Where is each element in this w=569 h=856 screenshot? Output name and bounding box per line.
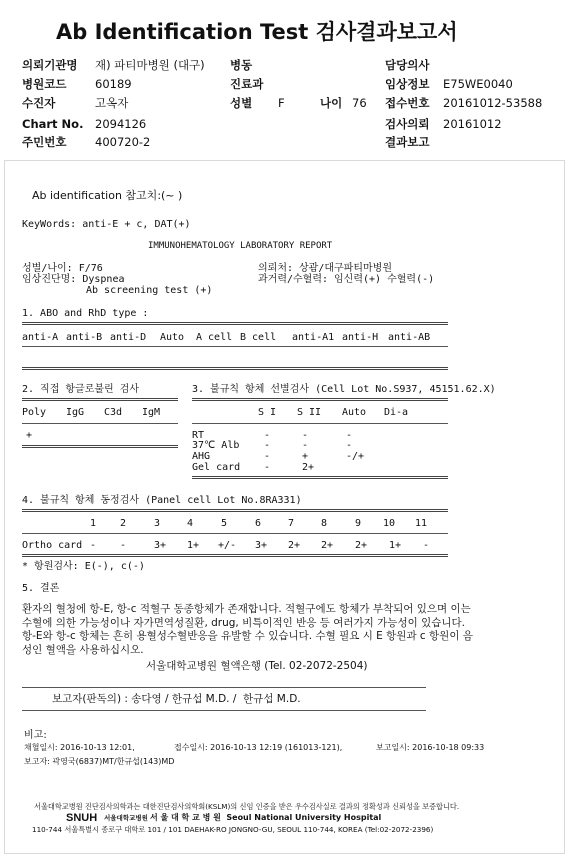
- physician-label: 담당의사: [385, 58, 430, 72]
- sec4-cell: 2+: [355, 540, 368, 551]
- age-value: 76: [352, 96, 367, 110]
- remarks-label: 비고:: [24, 730, 47, 741]
- sec3-cell: +: [302, 451, 309, 462]
- keywords: KeyWords: anti-E + c, DAT(+): [22, 219, 191, 230]
- sec3-row-label: Gel card: [192, 462, 241, 473]
- hospital-code-label: 병원코드: [22, 77, 67, 91]
- sec4-col-header: 7: [288, 518, 295, 529]
- address: 110-744 서울특별시 종로구 대학로 101 / 101 DAEHAK-RO JONGNO-GU, SEOUL 110-744, KOREA (Tel:02-2072-2396): [32, 825, 434, 834]
- sec1-header: A cell: [196, 332, 233, 343]
- sec3-cell: -: [264, 430, 271, 441]
- dept-label: 진료과: [230, 77, 264, 91]
- clinical-info-value: E75WE0040: [443, 77, 513, 91]
- divider: [22, 398, 178, 401]
- sex-value: F: [278, 96, 285, 110]
- sec2-header: IgM: [142, 407, 161, 418]
- sec1-header: B cell: [240, 332, 277, 343]
- sec4-cell: +/-: [218, 540, 237, 551]
- sec3-cell: -: [264, 451, 271, 462]
- sec3-cell: -: [302, 440, 309, 451]
- reference-title: Ab identification 참고치:(~ ): [32, 189, 183, 202]
- chart-no-label: Chart No.: [22, 117, 84, 131]
- sec4-cell: 1+: [187, 540, 200, 551]
- divider: [192, 476, 448, 479]
- sec3-header: Di-a: [384, 407, 409, 418]
- sec4-col-header: 6: [255, 518, 262, 529]
- sec3-header: S I: [258, 407, 277, 418]
- request-date-value: 20161012: [443, 117, 502, 131]
- sec2-header: C3d: [104, 407, 123, 418]
- sec4-row-label: Ortho card: [22, 540, 83, 551]
- sec3-row-label: RT: [192, 430, 205, 441]
- divider: [22, 533, 448, 534]
- request-date-label: 검사의뢰: [385, 117, 430, 131]
- sec1-header: anti-D: [110, 332, 147, 343]
- age-label: 나이: [320, 96, 343, 110]
- sex-label: 성별: [230, 96, 253, 110]
- divider: [22, 322, 448, 325]
- sec3-row-label: 37℃ Alb: [192, 440, 240, 451]
- divider: [22, 687, 426, 688]
- certification: 서울대학교병원 진단검사의학과는 대한진단검사의학회(KSLM)의 신임 인증을 받은 우수검사실로 결과의 정확성과 신뢰성을 보증합니다.: [34, 802, 460, 811]
- divider: [192, 423, 448, 424]
- requester-value: 재) 파티마병원 (대구): [95, 58, 205, 72]
- sec3-cell: -/+: [346, 451, 365, 462]
- hospital-code-value: 60189: [95, 77, 132, 91]
- section2-title: 2. 직접 항글로불린 검사: [22, 384, 140, 395]
- section4-title: 4. 불규칙 항체 동정검사 (Panel cell Lot No.8RA331): [22, 495, 302, 506]
- id-label: 주민번호: [22, 135, 67, 149]
- sec3-header: Auto: [342, 407, 367, 418]
- sec4-cell: 3+: [255, 540, 268, 551]
- hospital-logo: SNUH: [66, 812, 98, 824]
- reporter: 보고자(판독의) : 송다영 / 한규섭 M.D. / 한규섭 M.D.: [52, 693, 301, 705]
- conclusion-text: 환자의 혈청에 항-E, 항-c 적혈구 동종항체가 존재합니다. 적혈구에도 항체가 부착되어 있으며 이는 수혈에 의한 가능성이나 자가면역성질환, drug, 비특이적인 반응 등 여러가지 가능성이 있습니다. 항-E와 항-c 항체는 흔히 용혈성수혈반응을 유발할 수 있습니다. 수혈 필요 시 E 항원과 c 항원이 음성인 혈액을 사용하십시오.: [22, 603, 473, 656]
- sec4-cell: -: [423, 540, 430, 551]
- divider: [22, 554, 448, 557]
- divider: [22, 346, 448, 347]
- ward-label: 병동: [230, 58, 253, 72]
- divider: [22, 445, 178, 448]
- sec4-col-header: 8: [321, 518, 328, 529]
- sec3-cell: -: [302, 430, 309, 441]
- sec1-header: anti-A: [22, 332, 59, 343]
- divider: [22, 367, 448, 370]
- page-title: Ab Identification Test 검사결과보고서: [56, 20, 458, 44]
- sec4-col-header: 1: [90, 518, 97, 529]
- diagnosis: 임상진단명: Dyspnea: [22, 274, 125, 285]
- sec3-cell: -: [264, 440, 271, 451]
- sec3-cell: -: [264, 462, 271, 473]
- sec4-cell: 1+: [389, 540, 402, 551]
- sec4-col-header: 4: [187, 518, 194, 529]
- sec4-cell: -: [120, 540, 127, 551]
- sec1-header: Auto: [160, 332, 185, 343]
- received-time: 접수일시: 2016-10-13 12:19 (161013-121),: [174, 743, 343, 752]
- sec1-header: anti-A1: [292, 332, 335, 343]
- hospital-name: 서 울 대 학 교 병 원 Seoul National University Hospital: [150, 813, 382, 822]
- divider: [192, 398, 448, 401]
- sec2-header: IgG: [66, 407, 85, 418]
- sec1-header: anti-B: [66, 332, 103, 343]
- lab-title: IMMUNOHEMATOLOGY LABORATORY REPORT: [148, 241, 333, 251]
- sec2-value: +: [26, 430, 33, 441]
- sec4-col-header: 11: [415, 518, 428, 529]
- result-report-label: 결과보고: [385, 135, 430, 149]
- blood-bank: 서울대학교병원 혈액은행 (Tel. 02-2072-2504): [146, 660, 368, 672]
- reporters: 보고자: 곽영국(6837)MT/한규섭(143)MD: [24, 757, 175, 766]
- sec4-cell: -: [90, 540, 97, 551]
- screening: Ab screening test (+): [86, 285, 213, 296]
- sec4-col-header: 2: [120, 518, 127, 529]
- chart-no-value: 2094126: [95, 117, 147, 131]
- sec4-col-header: 10: [383, 518, 396, 529]
- divider: [22, 423, 178, 424]
- antigen-test: * 항원검사: E(-), c(-): [22, 561, 145, 572]
- collected-time: 채혈일시: 2016-10-13 12:01,: [24, 743, 135, 752]
- divider: [22, 710, 426, 711]
- sec4-cell: 2+: [321, 540, 334, 551]
- hospital-logo-sub: 서울대학교병원: [104, 814, 148, 822]
- section5-title: 5. 결론: [22, 583, 60, 594]
- recipient-label: 수진자: [22, 96, 56, 110]
- history: 과거력/수혈력: 임신력(+) 수혈력(-): [258, 274, 435, 285]
- section3-title: 3. 불규칙 항체 선별검사 (Cell Lot No.S937, 45151.62.X): [192, 384, 496, 395]
- sec3-header: S II: [297, 407, 322, 418]
- sec4-cell: 2+: [288, 540, 301, 551]
- receipt-no-value: 20161012-53588: [443, 96, 543, 110]
- sec3-cell: -: [346, 430, 353, 441]
- sec3-row-label: AHG: [192, 451, 211, 462]
- sex-age: 성별/나이: F/76: [22, 263, 103, 274]
- sec4-col-header: 9: [355, 518, 362, 529]
- clinical-info-label: 임상정보: [385, 77, 430, 91]
- sec4-col-header: 5: [221, 518, 228, 529]
- sec2-header: Poly: [22, 407, 47, 418]
- recipient-value: 고옥자: [95, 96, 129, 110]
- divider: [22, 509, 448, 512]
- requester-label: 의뢰기관명: [22, 58, 78, 72]
- requester: 의뢰처: 상괌/대구파티마병원: [258, 263, 392, 274]
- sec1-header: anti-AB: [388, 332, 431, 343]
- sec1-header: anti-H: [342, 332, 379, 343]
- sec3-cell: -: [346, 440, 353, 451]
- sec4-col-header: 3: [154, 518, 161, 529]
- sec3-cell: 2+: [302, 462, 315, 473]
- sec4-cell: 3+: [154, 540, 167, 551]
- section1-title: 1. ABO and RhD type :: [22, 308, 149, 319]
- id-value: 400720-2: [95, 135, 151, 149]
- reported-time: 보고일시: 2016-10-18 09:33: [376, 743, 485, 752]
- receipt-no-label: 접수번호: [385, 96, 430, 110]
